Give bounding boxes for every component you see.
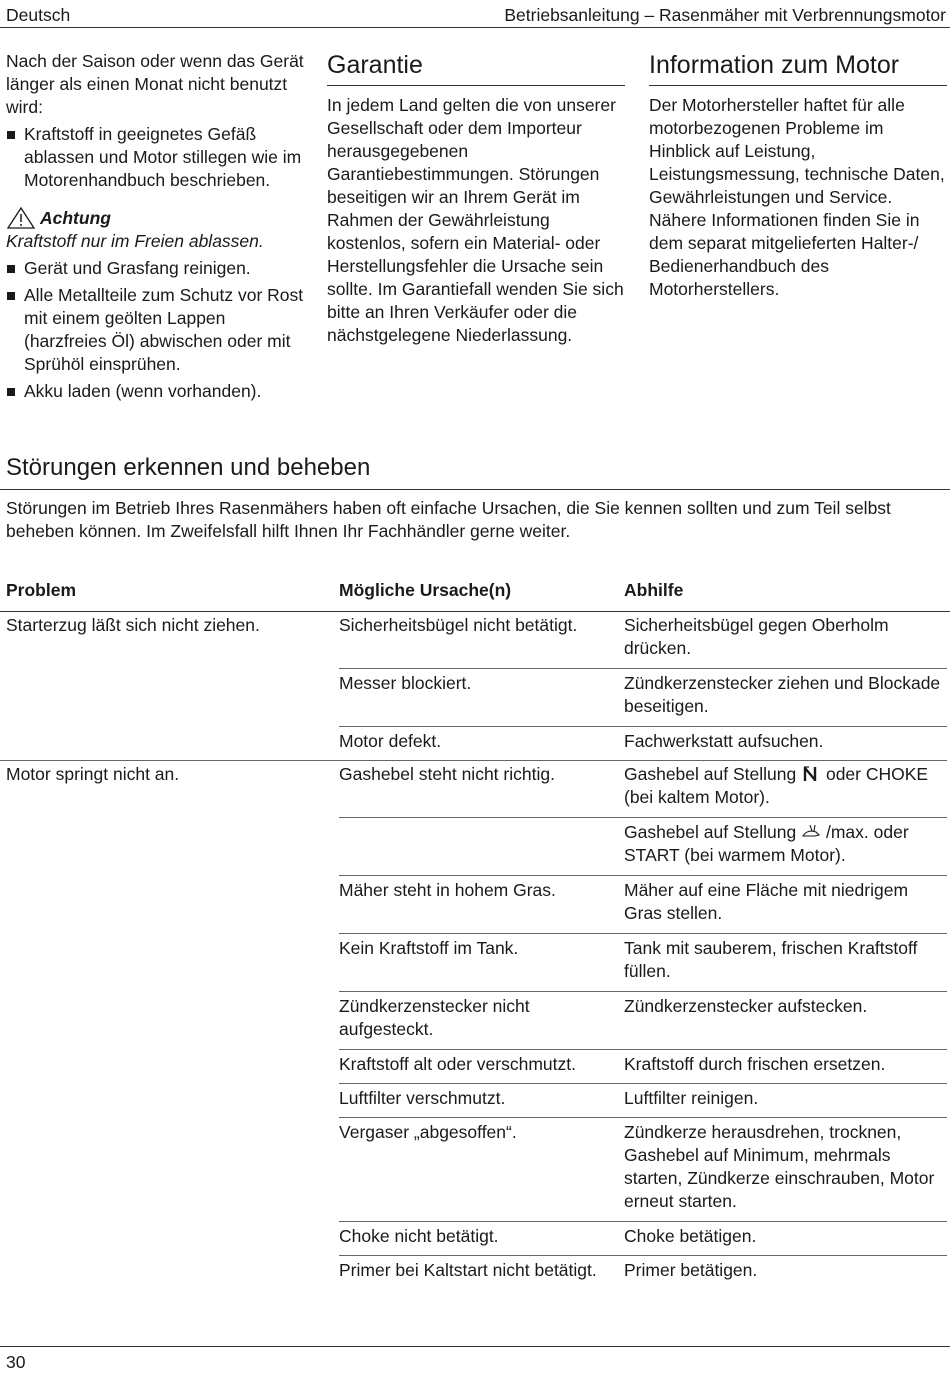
row-divider — [339, 726, 947, 727]
problem-cell: Starterzug läßt sich nicht ziehen. — [6, 615, 260, 635]
cause-cell: Primer bei Kaltstart nicht betätigt. — [339, 1260, 597, 1280]
cause-cell: Luftfilter verschmutzt. — [339, 1088, 506, 1108]
cause-cell: Kraftstoff alt oder verschmutzt. — [339, 1054, 576, 1074]
warning-title: Achtung — [40, 208, 111, 228]
cause-cell: Vergaser „abgesoffen“. — [339, 1122, 517, 1142]
engine-info-title: Information zum Motor — [649, 51, 947, 86]
remedy-cell: Zündkerze herausdrehen, trocknen, Gashebel auf Minimum, mehrmals starten, Zündkerze einschrauben, Motor erneut starten. — [624, 1122, 935, 1211]
bullet-icon — [7, 292, 15, 300]
remedy-cell: Mäher auf eine Fläche mit niedrigem Gras stellen. — [624, 880, 909, 923]
warranty-title: Garantie — [327, 51, 625, 86]
choke-icon — [801, 765, 821, 783]
warning-box — [6, 206, 306, 253]
row-divider — [339, 668, 947, 669]
cause-cell: Gashebel steht nicht richtig. — [339, 764, 555, 784]
list-item-text: Gerät und Grasfang reinigen. — [24, 258, 251, 278]
column-header-cause: Mögliche Ursache(n) — [339, 580, 512, 600]
list-item — [6, 123, 306, 192]
row-divider — [339, 875, 947, 876]
list-item — [6, 257, 306, 280]
warning-triangle-icon — [6, 206, 36, 230]
row-divider — [339, 1221, 947, 1222]
cause-cell: Zündkerzenstecker nicht aufgesteckt. — [339, 996, 530, 1039]
section-intro: Störungen im Betrieb Ihres Rasenmähers haben oft einfache Ursachen, die Sie kennen sollten und zum Teil selbst beheben können. Im Zweifelsfall hilft Ihnen Ihr Fachhändler gerne weiter. — [6, 498, 891, 541]
storage-list-bottom — [6, 257, 306, 403]
list-item — [6, 380, 306, 403]
remedy-cell: Primer betätigen. — [624, 1260, 758, 1280]
cause-cell: Sicherheitsbügel nicht betätigt. — [339, 615, 578, 635]
section-divider — [0, 489, 950, 490]
remedy-cell: Luftfilter reinigen. — [624, 1088, 759, 1108]
storage-list-top — [6, 123, 306, 192]
bullet-icon — [7, 131, 15, 139]
row-divider — [339, 1049, 947, 1050]
row-divider — [339, 1117, 947, 1118]
column-header-problem: Problem — [6, 580, 77, 600]
remedy-text: /max. oder START (bei warmem Motor). — [624, 822, 909, 865]
column-header-remedy: Abhilfe — [624, 580, 684, 600]
remedy-text: oder CHOKE (bei kaltem Motor). — [624, 764, 929, 807]
bullet-icon — [7, 388, 15, 396]
row-divider — [339, 1083, 947, 1084]
table-header-divider — [0, 611, 950, 612]
remedy-cell: Fachwerkstatt aufsuchen. — [624, 731, 824, 751]
remedy-cell: Zündkerzenstecker ziehen und Blockade beseitigen. — [624, 673, 941, 716]
remedy-cell — [624, 821, 946, 867]
engine-info-section — [649, 50, 947, 301]
header-title: Betriebsanleitung – Rasenmäher mit Verbrennungsmotor — [504, 5, 946, 25]
header-divider — [0, 27, 950, 28]
remedy-text: Gashebel auf Stellung — [624, 764, 797, 784]
remedy-cell — [624, 763, 946, 809]
footer-divider — [0, 1346, 950, 1347]
page-header — [0, 2, 950, 26]
section-title: Störungen erkennen und beheben — [6, 454, 371, 481]
remedy-cell: Kraftstoff durch frischen ersetzen. — [624, 1054, 886, 1074]
storage-section — [6, 50, 306, 407]
row-divider — [0, 760, 947, 761]
engine-info-text: Der Motorhersteller haftet für alle motorbezogenen Probleme im Hinblick auf Leistung, Leistungsmessung, technische Daten, Gewährleistungen und Service. Nähere Informationen finden Sie in dem separat mitgelieferten Halter-/ Bedienerhandbuch des Motorherstellers. — [649, 95, 945, 299]
warning-heading — [6, 206, 306, 230]
remedy-cell: Zündkerzenstecker aufstecken. — [624, 996, 868, 1016]
remedy-cell: Choke betätigen. — [624, 1226, 757, 1246]
row-divider — [339, 933, 947, 934]
row-divider — [339, 1255, 947, 1256]
list-item — [6, 284, 306, 376]
cause-cell: Messer blockiert. — [339, 673, 472, 693]
cause-cell: Motor defekt. — [339, 731, 442, 751]
remedy-cell: Tank mit sauberem, frischen Kraftstoff füllen. — [624, 938, 918, 981]
page-number: 30 — [6, 1352, 26, 1372]
header-language: Deutsch — [6, 5, 71, 25]
row-divider — [339, 991, 947, 992]
bullet-icon — [7, 265, 15, 273]
storage-intro: Nach der Saison oder wenn das Gerät länger als einen Monat nicht benutzt wird: — [6, 51, 304, 117]
warranty-text: In jedem Land gelten die von unserer Gesellschaft oder dem Importeur herausgegebenen Garantiebestimmungen. Störungen beseitigen wir an Ihrem Gerät im Rahmen der Gewährleistung kostenlos, sofern ein Material- oder Herstellungsfehler die Ursache sein sollte. Im Garantiefall wenden Sie sich bitte an Ihren Verkäufer oder die nächstgelegene Niederlassung. — [327, 95, 624, 345]
cause-cell: Mäher steht in hohem Gras. — [339, 880, 556, 900]
warning-text: Kraftstoff nur im Freien ablassen. — [6, 231, 264, 251]
list-item-text: Kraftstoff in geeignetes Gefäß ablassen und Motor stillegen wie im Motorenhandbuch beschrieben. — [24, 124, 302, 190]
list-item-text: Alle Metallteile zum Schutz vor Rost mit einem geölten Lappen (harzfreies Öl) abwischen oder mit Sprühöl einsprühen. — [24, 285, 304, 374]
remedy-cell: Sicherheitsbügel gegen Oberholm drücken. — [624, 615, 889, 658]
problem-cell: Motor springt nicht an. — [6, 764, 180, 784]
remedy-text: Gashebel auf Stellung — [624, 822, 797, 842]
cause-cell: Kein Kraftstoff im Tank. — [339, 938, 519, 958]
hare-icon — [801, 823, 821, 841]
row-divider — [624, 817, 947, 818]
cause-cell: Choke nicht betätigt. — [339, 1226, 499, 1246]
warranty-section — [327, 50, 625, 347]
list-item-text: Akku laden (wenn vorhanden). — [24, 381, 262, 401]
